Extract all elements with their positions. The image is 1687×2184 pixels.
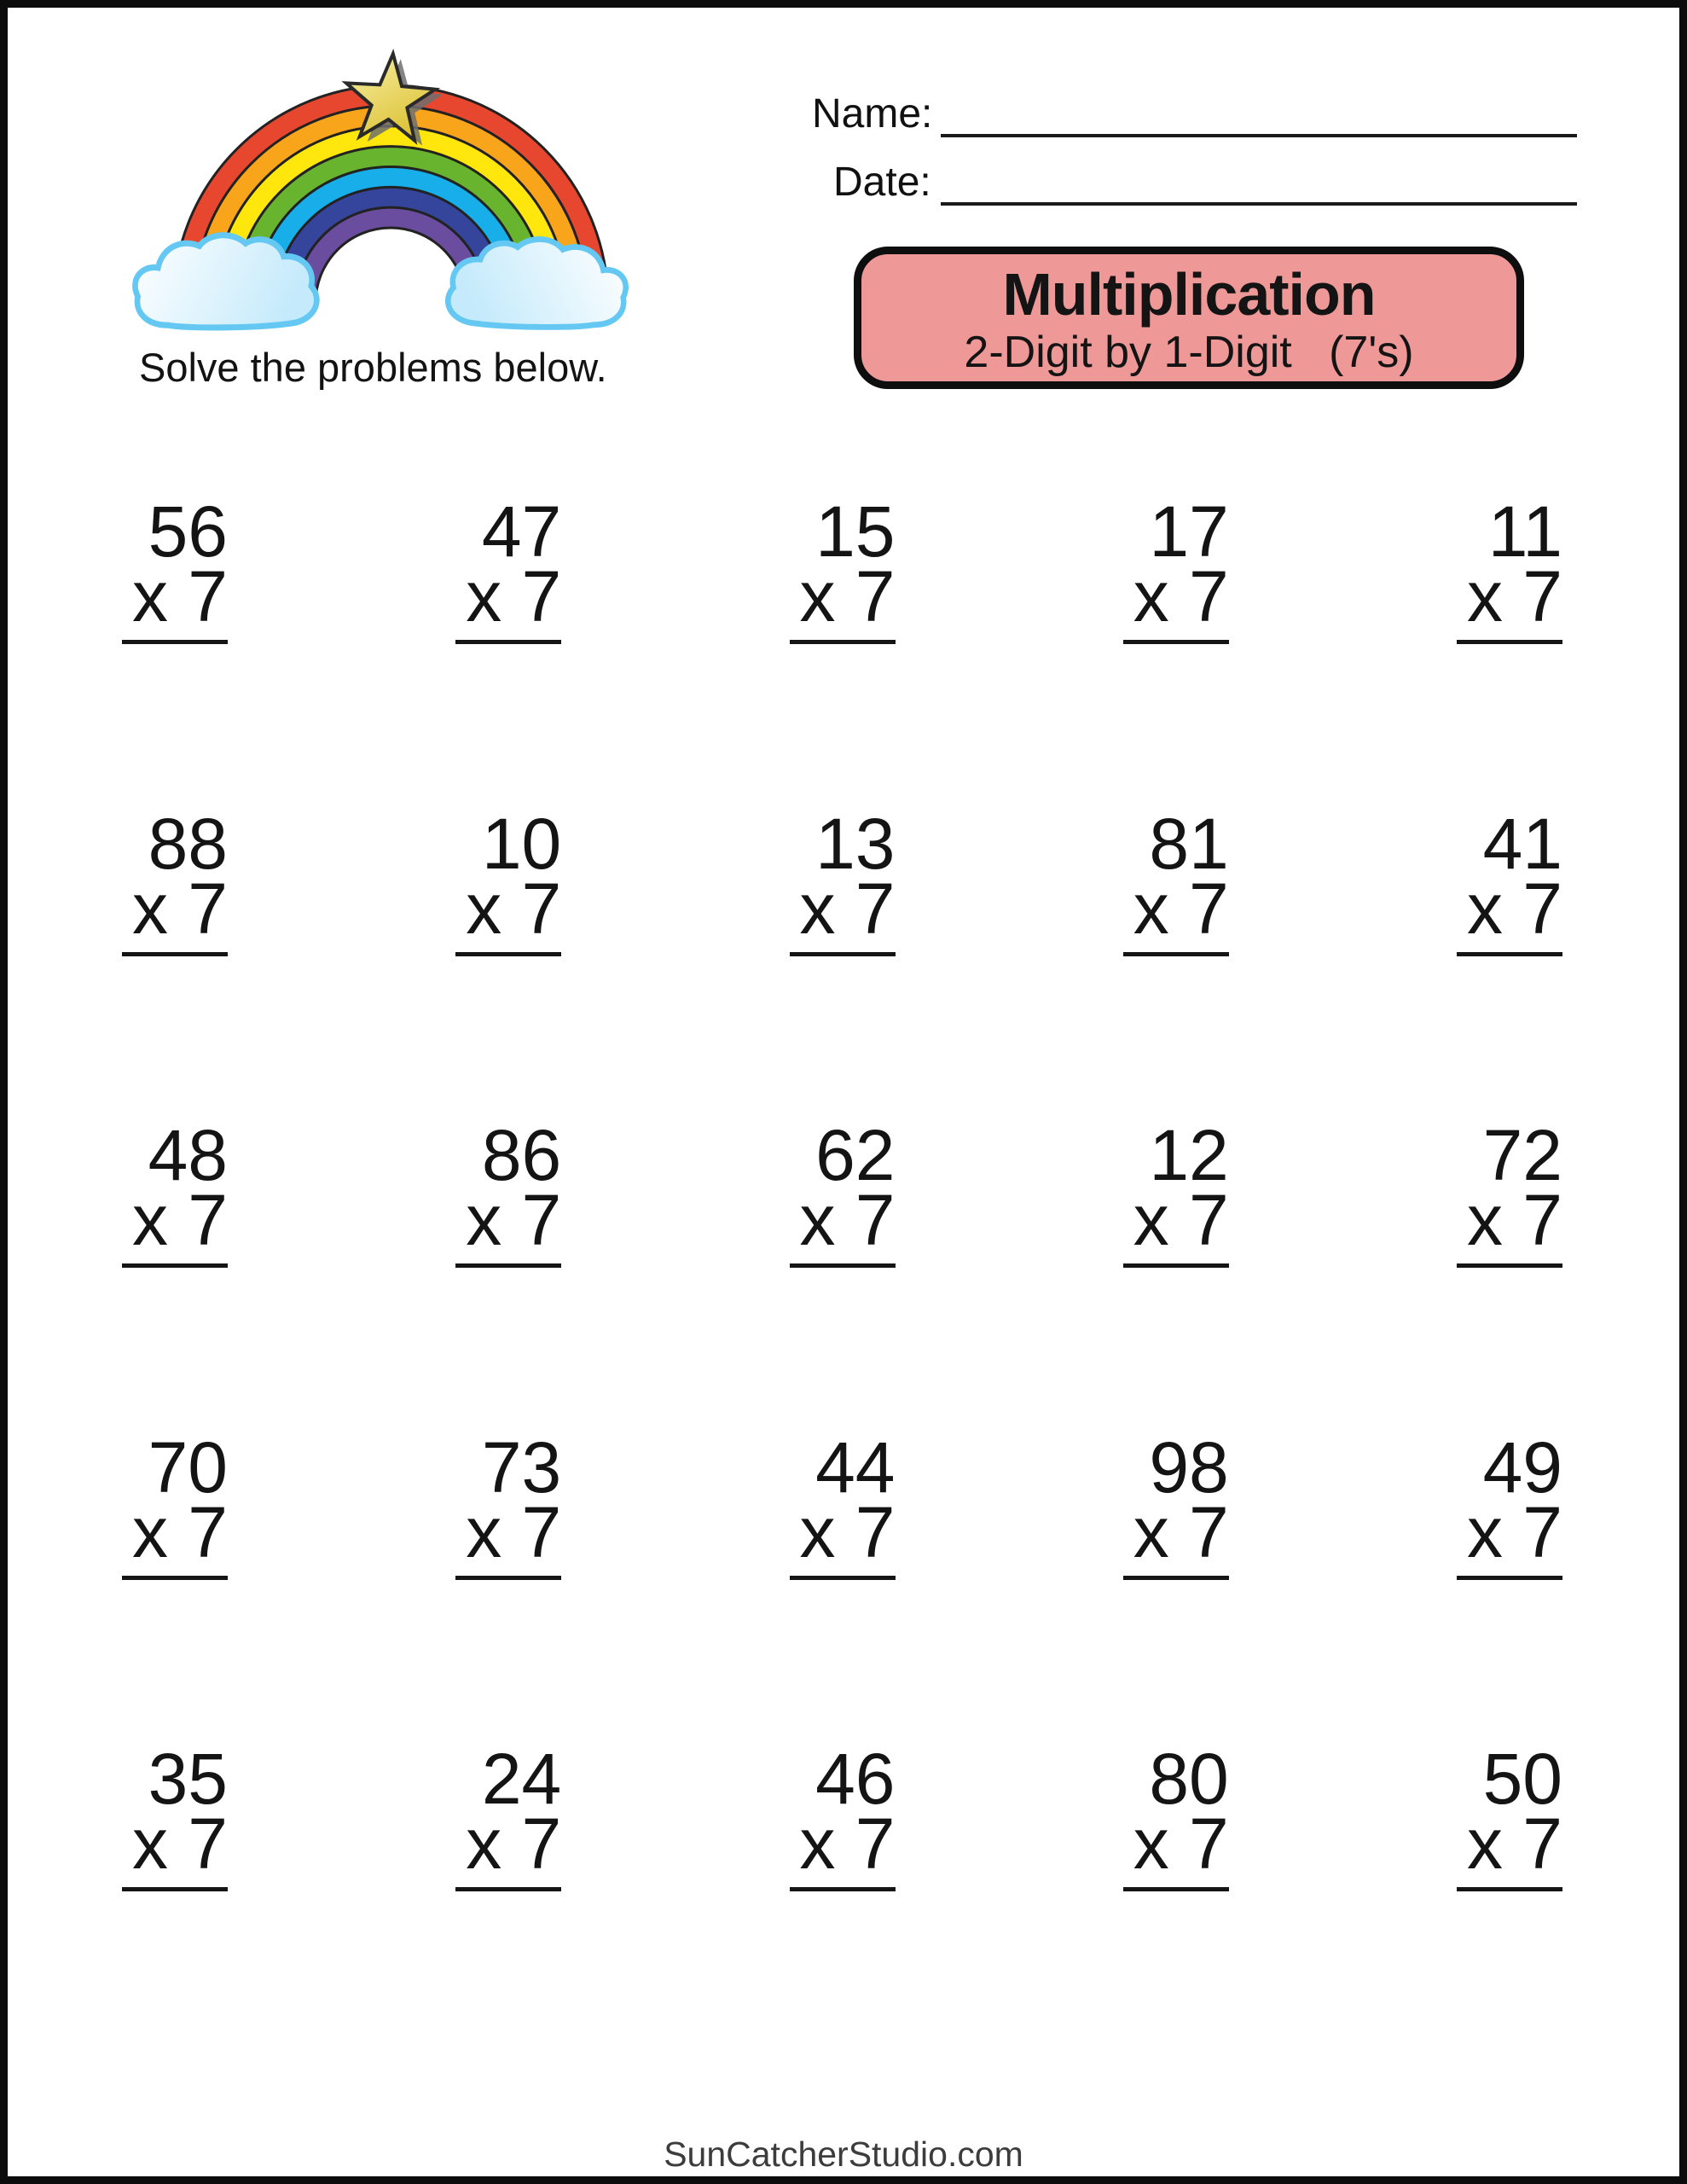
worksheet-title: Multiplication	[1002, 261, 1376, 328]
problem-cell	[122, 803, 228, 956]
answer-line	[1123, 1576, 1229, 1580]
problem-top-number: 62	[815, 1115, 896, 1195]
answer-line	[1457, 1887, 1562, 1891]
problem-top-number: 10	[481, 803, 562, 884]
problem-top-number: 11	[1487, 491, 1562, 572]
answer-line	[122, 1576, 228, 1580]
problem-multiplier: x 7	[466, 1180, 562, 1260]
problem-multiplier: x 7	[1466, 1491, 1562, 1572]
problem-cell	[1123, 1115, 1229, 1268]
problem-multiplier: x 7	[799, 1180, 896, 1260]
problem-top-number: 15	[815, 491, 896, 572]
problem-cell	[1123, 1739, 1229, 1891]
problem-cell	[455, 803, 562, 956]
problem-cell	[790, 1426, 896, 1580]
problem-cell	[455, 491, 562, 644]
answer-line	[790, 640, 896, 644]
problem-multiplier: x 7	[799, 1491, 896, 1572]
name-label: Name:	[812, 91, 933, 136]
answer-line	[1123, 952, 1229, 956]
problem-cell	[1457, 1739, 1562, 1891]
problems-grid	[122, 491, 1562, 1891]
problem-top-number: 41	[1482, 803, 1562, 884]
problem-cell	[455, 1426, 562, 1580]
problem-cell	[1457, 1115, 1562, 1268]
problem-cell	[1123, 491, 1229, 644]
answer-line	[1457, 640, 1562, 644]
answer-line	[455, 640, 561, 644]
answer-line	[790, 1576, 896, 1580]
problem-multiplier: x 7	[799, 556, 896, 636]
problem-multiplier: x 7	[1133, 868, 1229, 949]
problem-top-number: 44	[815, 1426, 896, 1507]
problem-top-number: 24	[481, 1739, 562, 1819]
answer-line	[122, 1263, 228, 1268]
problem-cell	[122, 491, 228, 644]
problem-top-number: 50	[1482, 1739, 1562, 1819]
answer-line	[790, 1263, 896, 1268]
problem-top-number: 48	[148, 1115, 228, 1195]
problem-multiplier: x 7	[131, 1180, 228, 1260]
problem-top-number: 81	[1149, 803, 1229, 884]
answer-line	[455, 1576, 561, 1580]
problem-multiplier: x 7	[466, 868, 562, 949]
answer-line	[122, 952, 228, 956]
problem-multiplier: x 7	[466, 1804, 562, 1884]
problem-multiplier: x 7	[1133, 1180, 1229, 1260]
answer-line	[455, 1887, 561, 1891]
worksheet-title-badge	[854, 247, 1524, 389]
problem-top-number: 86	[481, 1115, 562, 1195]
problem-cell	[122, 1426, 228, 1580]
problem-top-number: 72	[1482, 1115, 1562, 1195]
problem-top-number: 47	[481, 491, 562, 572]
date-label: Date:	[833, 160, 931, 205]
answer-line	[1457, 1576, 1562, 1580]
problem-cell	[790, 1115, 896, 1268]
site-credit: SunCatcherStudio.com	[664, 2135, 1023, 2174]
problem-cell	[122, 1115, 228, 1268]
instruction-text: Solve the problems below.	[139, 345, 607, 390]
problem-cell	[1123, 803, 1229, 956]
problem-cell	[1457, 803, 1562, 956]
answer-line	[1457, 952, 1562, 956]
problem-top-number: 88	[148, 803, 228, 884]
problem-multiplier: x 7	[1466, 556, 1562, 636]
answer-line	[790, 1887, 896, 1891]
problem-top-number: 73	[481, 1426, 562, 1507]
problem-top-number: 80	[1149, 1739, 1229, 1819]
worksheet-subtitle: 2-Digit by 1-Digit (7's)	[964, 328, 1414, 377]
problem-top-number: 98	[1149, 1426, 1229, 1507]
problem-cell	[790, 491, 896, 644]
problem-multiplier: x 7	[466, 1491, 562, 1572]
problem-multiplier: x 7	[1466, 1180, 1562, 1260]
answer-line	[122, 1887, 228, 1891]
answer-line	[455, 1263, 561, 1268]
problem-multiplier: x 7	[1133, 1804, 1229, 1884]
problem-top-number: 35	[148, 1739, 228, 1819]
date-input-line	[941, 202, 1577, 206]
problem-cell	[790, 1739, 896, 1891]
answer-line	[1457, 1263, 1562, 1268]
problem-multiplier: x 7	[1466, 868, 1562, 949]
answer-line	[790, 952, 896, 956]
problem-multiplier: x 7	[131, 556, 228, 636]
problem-top-number: 17	[1149, 491, 1229, 572]
problem-cell	[1457, 491, 1562, 644]
problem-top-number: 46	[815, 1739, 896, 1819]
rainbow-graphic	[81, 43, 644, 337]
problem-top-number: 13	[815, 803, 896, 884]
problem-cell	[1123, 1426, 1229, 1580]
problem-cell	[455, 1739, 562, 1891]
name-input-line	[941, 134, 1577, 137]
problem-multiplier: x 7	[466, 556, 562, 636]
problem-multiplier: x 7	[799, 868, 896, 949]
problem-multiplier: x 7	[1133, 1491, 1229, 1572]
problem-cell	[455, 1115, 562, 1268]
answer-line	[1123, 1887, 1229, 1891]
problem-multiplier: x 7	[799, 1804, 896, 1884]
problem-multiplier: x 7	[131, 868, 228, 949]
problem-top-number: 12	[1149, 1115, 1229, 1195]
answer-line	[122, 640, 228, 644]
problem-top-number: 70	[148, 1426, 228, 1507]
problem-cell	[790, 803, 896, 956]
problem-multiplier: x 7	[1133, 556, 1229, 636]
problem-cell	[1457, 1426, 1562, 1580]
problem-multiplier: x 7	[131, 1804, 228, 1884]
problem-multiplier: x 7	[131, 1491, 228, 1572]
problem-cell	[122, 1739, 228, 1891]
problem-top-number: 49	[1482, 1426, 1562, 1507]
answer-line	[1123, 1263, 1229, 1268]
problem-multiplier: x 7	[1466, 1804, 1562, 1884]
answer-line	[455, 952, 561, 956]
problem-top-number: 56	[148, 491, 228, 572]
answer-line	[1123, 640, 1229, 644]
